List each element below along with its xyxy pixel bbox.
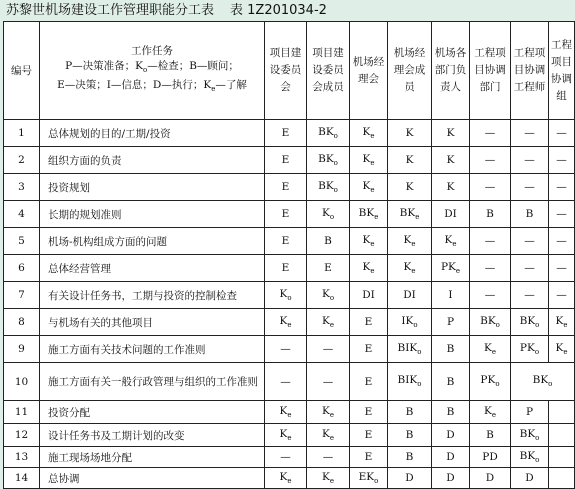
row-number: 7: [4, 282, 40, 309]
role-cell: $K_e$: [265, 401, 307, 424]
task-cell: 施工现场场地分配: [40, 447, 265, 468]
document-title-line: [6, 2, 327, 20]
role-cell: B: [470, 201, 511, 228]
row-number: 10: [4, 363, 40, 401]
role-cell: —: [307, 363, 350, 401]
role-cell: —: [549, 228, 575, 255]
role-cell: $K_e$: [265, 424, 307, 447]
table-row: [4, 282, 575, 309]
role-cell: $K_e$: [350, 228, 388, 255]
table-row: [4, 228, 575, 255]
table-row: [4, 336, 575, 363]
role-cell: P: [511, 401, 549, 424]
role-cell: B: [307, 228, 350, 255]
role-cell: —: [265, 447, 307, 468]
row-number: 4: [4, 201, 40, 228]
role-cell: $BK_o$: [470, 309, 511, 336]
role-cell: $BK_o$: [511, 309, 549, 336]
role-cell: $BIK_o$: [388, 363, 432, 401]
row-number: 1: [4, 120, 40, 147]
header-col-5: 机场各部门负责人: [432, 22, 470, 120]
table-row: [4, 424, 575, 447]
role-cell: $BK_o$: [307, 120, 350, 147]
role-cell: $K_e$: [388, 228, 432, 255]
role-cell: —: [470, 282, 511, 309]
table-row: [4, 174, 575, 201]
role-cell: $BK_e$: [388, 201, 432, 228]
table-body: [4, 120, 575, 489]
role-cell: D: [432, 424, 470, 447]
role-cell: $K_e$: [265, 468, 307, 489]
role-cell: $PK_o$: [470, 363, 511, 401]
header-col-2: 项目建设委员会成员: [307, 22, 350, 120]
task-cell: 投资分配: [40, 401, 265, 424]
role-cell: —: [511, 255, 549, 282]
role-cell: B: [388, 424, 432, 447]
role-cell: $BK_o$: [307, 174, 350, 201]
role-cell: [549, 424, 575, 447]
responsibility-table: [3, 21, 575, 489]
role-cell: E: [265, 228, 307, 255]
role-cell: $K_e$: [265, 309, 307, 336]
task-cell: 总体规划的目的/工期/投资: [40, 120, 265, 147]
role-cell: —: [511, 174, 549, 201]
role-cell: —: [470, 228, 511, 255]
task-cell: 与机场有关的其他项目: [40, 309, 265, 336]
role-cell: $PK_o$: [511, 336, 549, 363]
role-cell: E: [265, 255, 307, 282]
role-cell: $K_e$: [549, 309, 575, 336]
table-row: [4, 201, 575, 228]
role-cell: —: [265, 336, 307, 363]
role-cell: D: [432, 468, 470, 489]
row-number: 8: [4, 309, 40, 336]
role-cell: $K_e$: [350, 120, 388, 147]
role-cell: B: [511, 201, 549, 228]
task-cell: 施工方面有关技术问题的工作准则: [40, 336, 265, 363]
legend-title: 工作任务: [131, 44, 173, 57]
row-number: 3: [4, 174, 40, 201]
role-cell: E: [265, 120, 307, 147]
role-cell: $K_o$: [307, 282, 350, 309]
role-cell: E: [350, 447, 388, 468]
role-cell: —: [470, 255, 511, 282]
task-cell: 总协调: [40, 468, 265, 489]
role-cell: $K_e$: [350, 147, 388, 174]
role-cell: K: [432, 120, 470, 147]
role-cell: $K_e$: [470, 336, 511, 363]
role-cell: E: [350, 401, 388, 424]
role-cell: P: [432, 309, 470, 336]
role-cell: $K_e$: [350, 255, 388, 282]
role-cell: $BK_o$: [511, 363, 575, 401]
role-cell: $K_e$: [549, 336, 575, 363]
role-cell: D: [432, 447, 470, 468]
role-cell: E: [350, 309, 388, 336]
row-number: 12: [4, 424, 40, 447]
role-cell: DI: [432, 201, 470, 228]
role-cell: $K_o$: [265, 282, 307, 309]
role-cell: $BK_e$: [350, 201, 388, 228]
role-cell: K: [388, 120, 432, 147]
role-cell: E: [307, 255, 350, 282]
header-col-6: 工程项目协调部门: [470, 22, 511, 120]
role-cell: $K_e$: [432, 228, 470, 255]
role-cell: $EK_o$: [350, 468, 388, 489]
role-cell: B: [432, 336, 470, 363]
role-cell: $K_e$: [307, 401, 350, 424]
role-cell: B: [470, 424, 511, 447]
header-col-3: 机场经理会: [350, 22, 388, 120]
legend-line-2: E—决策；I—信息；D—执行；$K_e—$了解: [57, 79, 247, 94]
role-cell: —: [470, 147, 511, 174]
table-row: [4, 401, 575, 424]
role-cell: —: [470, 174, 511, 201]
task-cell: 投资规划: [40, 174, 265, 201]
role-cell: —: [511, 147, 549, 174]
role-cell: —: [307, 336, 350, 363]
role-cell: E: [265, 201, 307, 228]
header-col-8: 工程项目协调组: [549, 22, 575, 120]
role-cell: B: [388, 401, 432, 424]
header-number: 编号: [4, 22, 40, 120]
role-cell: E: [350, 336, 388, 363]
header-col-4: 机场经理会成员: [388, 22, 432, 120]
row-number: 11: [4, 401, 40, 424]
role-cell: $K_e$: [350, 174, 388, 201]
role-cell: $K_e$: [307, 468, 350, 489]
role-cell: B: [432, 401, 470, 424]
role-cell: $K_o$: [307, 201, 350, 228]
role-cell: $BIK_o$: [388, 336, 432, 363]
header-col-7: 工程项目协调工程师: [511, 22, 549, 120]
role-cell: $BK_o$: [511, 424, 549, 447]
role-cell: DI: [350, 282, 388, 309]
row-number: 2: [4, 147, 40, 174]
header-row: [4, 22, 575, 120]
role-cell: $BK_o$: [307, 147, 350, 174]
task-cell: 有关设计任务书，工期与投资的控制检查: [40, 282, 265, 309]
table-row: [4, 468, 575, 489]
task-cell: 长期的规划准则: [40, 201, 265, 228]
role-cell: —: [307, 447, 350, 468]
role-cell: [549, 401, 575, 424]
role-cell: D: [388, 468, 432, 489]
row-number: 6: [4, 255, 40, 282]
table-reference: 表 1Z201034-2: [230, 3, 327, 18]
role-cell: B: [432, 363, 470, 401]
table-row: [4, 255, 575, 282]
role-cell: —: [549, 120, 575, 147]
role-cell: $K_e$: [307, 424, 350, 447]
role-cell: —: [549, 147, 575, 174]
task-cell: 机场-机构组成方面的问题: [40, 228, 265, 255]
role-cell: K: [432, 147, 470, 174]
table-row: [4, 147, 575, 174]
role-cell: —: [549, 282, 575, 309]
role-cell: I: [432, 282, 470, 309]
role-cell: —: [470, 120, 511, 147]
role-cell: —: [549, 255, 575, 282]
role-cell: $PK_e$: [432, 255, 470, 282]
role-cell: K: [432, 174, 470, 201]
task-cell: 施工方面有关一般行政管理与组织的工作准则: [40, 363, 265, 401]
task-cell: 总体经营管理: [40, 255, 265, 282]
role-cell: B: [388, 447, 432, 468]
role-cell: $BK_o$: [511, 447, 549, 468]
role-cell: $IK_o$: [388, 309, 432, 336]
row-number: 9: [4, 336, 40, 363]
role-cell: —: [511, 282, 549, 309]
table-row: [4, 309, 575, 336]
role-cell: PD: [470, 447, 511, 468]
task-cell: 组织方面的负责: [40, 147, 265, 174]
role-cell: E: [350, 363, 388, 401]
role-cell: D: [511, 468, 549, 489]
task-cell: 设计任务书及工期计划的改变: [40, 424, 265, 447]
role-cell: [549, 447, 575, 468]
header-task-legend: [40, 22, 265, 120]
row-number: 13: [4, 447, 40, 468]
role-cell: —: [549, 174, 575, 201]
role-cell: —: [265, 363, 307, 401]
table-row: [4, 447, 575, 468]
legend-line-1: P—决策准备；$K_o—$检查；B—顾问；: [65, 59, 239, 74]
role-cell: $K_e$: [307, 309, 350, 336]
role-cell: K: [388, 147, 432, 174]
role-cell: $K_e$: [470, 401, 511, 424]
role-cell: —: [511, 228, 549, 255]
header-col-1: 项目建设委员会: [265, 22, 307, 120]
row-number: 5: [4, 228, 40, 255]
row-number: 14: [4, 468, 40, 489]
role-cell: —: [549, 201, 575, 228]
role-cell: D: [470, 468, 511, 489]
table-row: [4, 120, 575, 147]
role-cell: E: [265, 174, 307, 201]
document-title: 苏黎世机场建设工作管理职能分工表: [6, 3, 215, 18]
role-cell: DI: [388, 282, 432, 309]
role-cell: K: [388, 174, 432, 201]
role-cell: [549, 468, 575, 489]
table-row: [4, 363, 575, 401]
role-cell: $K_e$: [388, 255, 432, 282]
role-cell: E: [350, 424, 388, 447]
role-cell: E: [265, 147, 307, 174]
role-cell: —: [511, 120, 549, 147]
